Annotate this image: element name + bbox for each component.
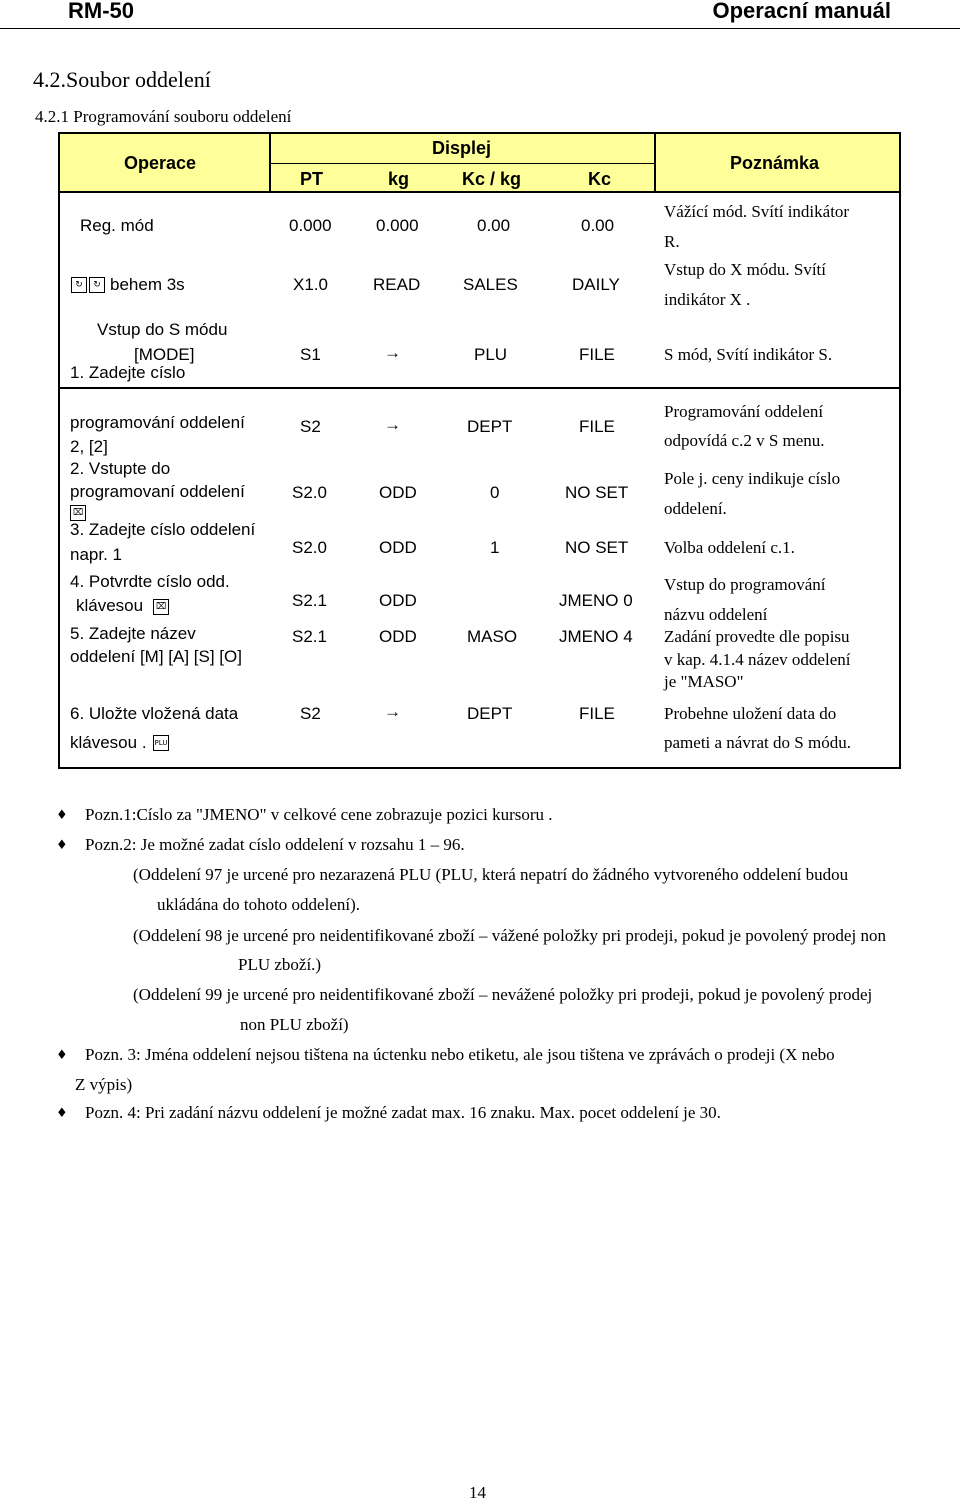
col-kc: Kc [588, 169, 612, 189]
note-1: Pozn.1:Císlo za "JMENO" v celkové cene zobrazuje pozici kursoru . [85, 805, 553, 824]
op-line: 2, [2] [70, 437, 108, 456]
op-line: Vstup do S módu [97, 320, 228, 339]
kckg-value: MASO [467, 627, 518, 646]
op-line: klávesou [76, 596, 144, 615]
note-3-cont: Z výpis) [75, 1075, 133, 1094]
note-2-detail: (Oddelení 98 je urcené pro neidentifikované zboží – vážené položky pri prodeji, pokud je povolený prodej non [133, 926, 886, 945]
note-line: Programování oddelení [664, 402, 824, 421]
note-3: Pozn. 3: Jména oddelení nejsou tištena na úctenku nebo etiketu, ale jsou tištena ve zprávách o prodeji (X nebo [85, 1045, 835, 1064]
arrow-right-icon: → [384, 415, 401, 434]
kckg-value: DEPT [467, 417, 513, 436]
rotate-key-icon: ↻ [89, 277, 105, 293]
kckg-value: SALES [463, 275, 518, 294]
subsection-title: 4.2.1 Programování souboru oddelení [35, 107, 292, 126]
note-line: odpovídá c.2 v S menu. [664, 431, 825, 450]
note-line: Vážící mód. Svítí indikátor [664, 202, 850, 221]
kg-value: 0.000 [376, 216, 419, 235]
x-key-icon: ⌧ [153, 598, 169, 616]
page-header [0, 0, 960, 26]
rotate-key-icons [71, 276, 105, 294]
bullet-icon: ♦ [56, 1048, 68, 1063]
col-kg: kg [388, 169, 410, 189]
kg-value: ODD [379, 627, 417, 646]
note-2-detail: ukládána do tohoto oddelení). [157, 895, 361, 914]
note-2-detail: non PLU zboží) [240, 1015, 349, 1034]
header-manual-title: Operacní manuál [712, 0, 891, 23]
kg-value: ODD [379, 538, 417, 557]
note-2-detail: (Oddelení 97 je urcené pro nezarazená PLU (PLU, která nepatrí do žádného vytvoreného oddelení budou [133, 865, 849, 884]
rotate-key-icon: ↻ [71, 277, 87, 293]
divider [270, 163, 654, 164]
bullet-icon: ♦ [56, 838, 68, 853]
col-displej: Displej [432, 138, 492, 158]
pt-value: 0.000 [289, 216, 332, 235]
pt-value: X1.0 [293, 275, 328, 294]
kckg-value: 0 [490, 483, 500, 502]
note-line: R. [664, 232, 680, 251]
pt-value: S2.1 [292, 591, 327, 610]
kc-value: FILE [579, 704, 615, 723]
pt-value: S2.0 [292, 538, 327, 557]
arrow-right-icon: → [384, 343, 401, 362]
note-2-detail: PLU zboží.) [238, 955, 322, 974]
pt-value: S1 [300, 345, 321, 364]
bullet-icon: ♦ [56, 1106, 68, 1121]
note-line: v kap. 4.1.4 název oddelení [664, 650, 851, 669]
col-poznamka: Poznámka [730, 153, 820, 173]
kc-value: FILE [579, 345, 615, 364]
note-line: Vstup do programování [664, 575, 826, 594]
kckg-value: 1 [490, 538, 500, 557]
note-line: pameti a návrat do S módu. [664, 733, 851, 752]
note-line: je "MASO" [664, 672, 744, 691]
x-key-icon: ⌧ [70, 504, 86, 522]
note-line: názvu oddelení [664, 605, 768, 624]
op-line: programovaní oddelení [70, 482, 245, 501]
kc-value: NO SET [565, 483, 629, 502]
col-pt: PT [300, 169, 324, 189]
op-line: programování oddelení [70, 413, 245, 432]
kckg-value: DEPT [467, 704, 513, 723]
op-hold-3s: behem 3s [110, 275, 185, 294]
op-line: 4. Potvrdte císlo odd. [70, 572, 230, 591]
kc-value: JMENO 0 [559, 591, 633, 610]
kc-value: FILE [579, 417, 615, 436]
note-line: Volba oddelení c.1. [664, 538, 795, 557]
note-line: Zadání provedte dle popisu [664, 627, 850, 646]
op-line: 5. Zadejte název [70, 624, 196, 643]
page-number: 14 [469, 1483, 486, 1502]
divider [654, 134, 656, 191]
op-line: 2. Vstupte do [70, 459, 171, 478]
kc-value: 0.00 [581, 216, 615, 235]
kckg-value: 0.00 [477, 216, 511, 235]
note-line: S mód, Svítí indikátor S. [664, 345, 833, 364]
kc-value: DAILY [572, 275, 620, 294]
kc-value: JMENO 4 [559, 627, 633, 646]
plu-key-icon: PLU [153, 734, 169, 752]
divider [60, 191, 899, 193]
note-line: oddelení. [664, 499, 727, 518]
note-4: Pozn. 4: Pri zadání názvu oddelení je možné zadat max. 16 znaku. Max. pocet oddelení je 30. [85, 1103, 721, 1122]
bullet-icon: ♦ [56, 808, 68, 823]
header-model: RM-50 [68, 0, 135, 23]
op-line: 6. Uložte vložená data [70, 704, 239, 723]
op-line: 3. Zadejte císlo oddelení [70, 520, 256, 539]
note-2: Pozn.2: Je možné zadat císlo oddelení v rozsahu 1 – 96. [85, 835, 465, 854]
op-line: napr. 1 [70, 545, 122, 564]
note-line: Probehne uložení data do [664, 704, 837, 723]
section-title: 4.2.Soubor oddelení [33, 67, 211, 92]
pt-value: S2 [300, 704, 321, 723]
programming-table [58, 132, 901, 769]
op-line: oddelení [M] [A] [S] [O] [70, 647, 242, 666]
op-reg-mode: Reg. mód [80, 216, 154, 235]
note-line: Pole j. ceny indikuje císlo [664, 469, 841, 488]
op-line: klávesou . [70, 733, 147, 752]
divider [60, 387, 899, 389]
kg-value: READ [373, 275, 421, 294]
pt-value: S2 [300, 417, 321, 436]
col-kc-kg: Kc / kg [462, 169, 522, 189]
pt-value: S2.1 [292, 627, 327, 646]
op-line: [MODE] [134, 345, 195, 364]
col-operace: Operace [124, 153, 197, 173]
op-line: 1. Zadejte císlo [70, 363, 186, 382]
note-line: Vstup do X módu. Svítí [664, 260, 826, 279]
header-rule [0, 28, 960, 29]
arrow-right-icon: → [384, 702, 401, 721]
note-line: indikátor X . [664, 290, 751, 309]
kc-value: NO SET [565, 538, 629, 557]
kg-value: ODD [379, 483, 417, 502]
kg-value: ODD [379, 591, 417, 610]
kckg-value: PLU [474, 345, 508, 364]
pt-value: S2.0 [292, 483, 327, 502]
note-2-detail: (Oddelení 99 je urcené pro neidentifikované zboží – nevážené položky pri prodeji, pokud je povolený prodej [133, 985, 873, 1004]
